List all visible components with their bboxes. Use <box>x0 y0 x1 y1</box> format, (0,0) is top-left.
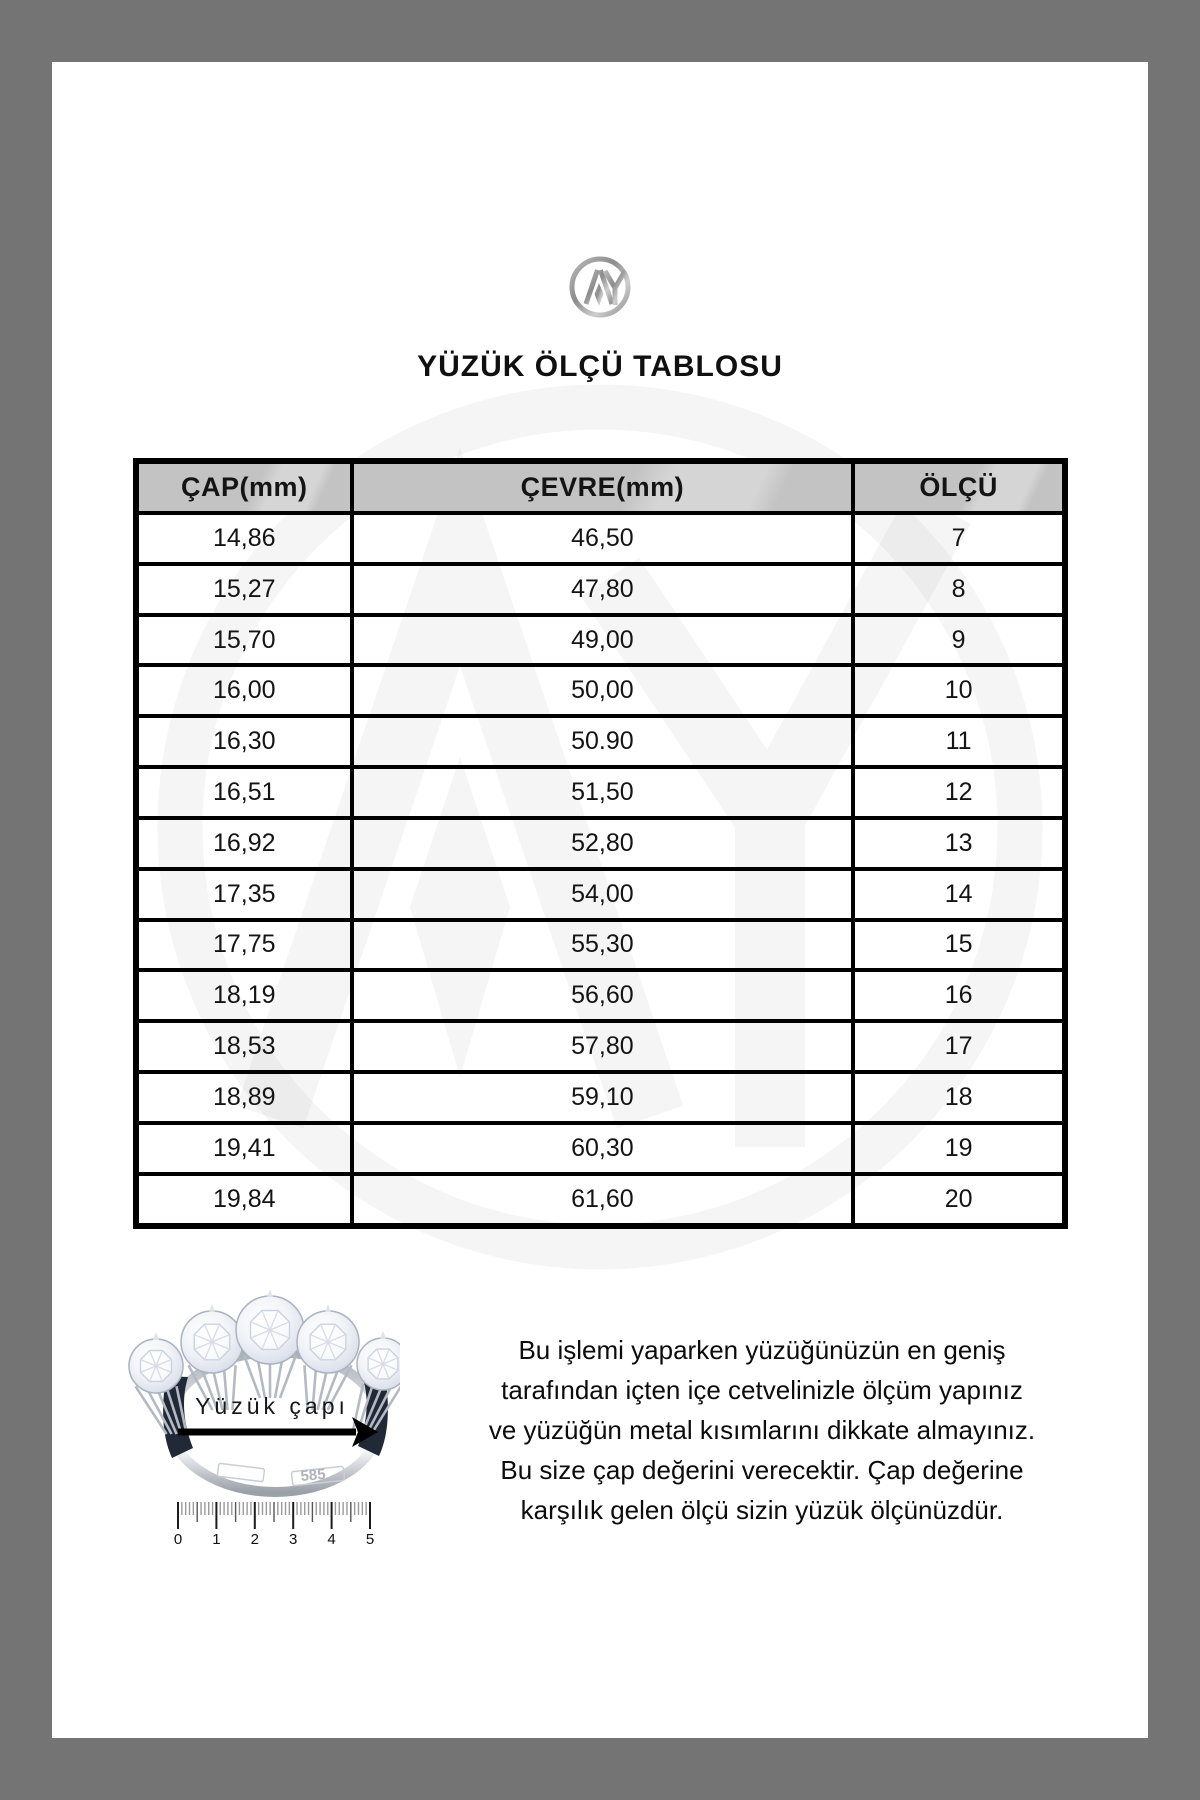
table-body <box>136 513 1065 1226</box>
instruction-line: ve yüzüğün metal kısımlarını dikkate almayınız. <box>488 1415 1036 1445</box>
cevre-value: 49,00 <box>352 615 854 666</box>
cevre-value: 60,30 <box>352 1123 854 1174</box>
diameter-label: Yüzük çapı <box>195 1393 349 1419</box>
cap-value: 17,75 <box>136 920 352 971</box>
olcu-value: 10 <box>853 665 1065 716</box>
page-title: YÜZÜK ÖLÇÜ TABLOSU <box>417 350 783 383</box>
table-row <box>136 767 1065 818</box>
cap-value: 15,27 <box>136 564 352 615</box>
olcu-value: 11 <box>853 716 1065 767</box>
instruction-line: tarafından içten içe cetvelinizle ölçüm yapınız <box>501 1375 1023 1405</box>
cap-value: 18,89 <box>136 1072 352 1123</box>
instruction-line: Bu size çap değerini verecektir. Çap değerine <box>500 1455 1024 1485</box>
cevre-value: 50.90 <box>352 716 854 767</box>
cevre-value: 51,50 <box>352 767 854 818</box>
header-cevre: ÇEVRE(mm) <box>352 461 854 513</box>
ring-measurement-figure <box>100 1280 400 1570</box>
olcu-value: 16 <box>853 970 1065 1021</box>
band-stamp: 585 <box>299 1465 327 1485</box>
olcu-value: 8 <box>853 564 1065 615</box>
table-row <box>136 920 1065 971</box>
table-row <box>136 665 1065 716</box>
olcu-value: 9 <box>853 615 1065 666</box>
ring-size-table <box>133 458 1068 1229</box>
cevre-value: 56,60 <box>352 970 854 1021</box>
page <box>52 62 1148 1738</box>
cap-value: 18,53 <box>136 1021 352 1072</box>
cap-value: 16,00 <box>136 665 352 716</box>
table-row <box>136 1072 1065 1123</box>
cevre-value: 46,50 <box>352 513 854 564</box>
cevre-value: 52,80 <box>352 818 854 869</box>
table-row <box>136 615 1065 666</box>
olcu-value: 14 <box>853 869 1065 920</box>
olcu-value: 18 <box>853 1072 1065 1123</box>
table-row <box>136 869 1065 920</box>
cap-value: 17,35 <box>136 869 352 920</box>
table-row <box>136 513 1065 564</box>
cap-value: 19,41 <box>136 1123 352 1174</box>
header-olcu: ÖLÇÜ <box>853 461 1065 513</box>
cevre-value: 54,00 <box>352 869 854 920</box>
cap-value: 16,92 <box>136 818 352 869</box>
cevre-value: 59,10 <box>352 1072 854 1123</box>
table-row <box>136 1021 1065 1072</box>
table-row <box>136 970 1065 1021</box>
cap-value: 15,70 <box>136 615 352 666</box>
cevre-value: 57,80 <box>352 1021 854 1072</box>
cevre-value: 61,60 <box>352 1174 854 1226</box>
cap-value: 19,84 <box>136 1174 352 1226</box>
instruction-line: karşılık gelen ölçü sizin yüzük ölçünüzdür. <box>520 1495 1004 1525</box>
cevre-value: 55,30 <box>352 920 854 971</box>
olcu-value: 15 <box>853 920 1065 971</box>
svg-text:2: 2 <box>250 1531 259 1548</box>
table-row <box>136 1174 1065 1226</box>
olcu-value: 19 <box>853 1123 1065 1174</box>
svg-text:0: 0 <box>173 1531 183 1548</box>
svg-text:4: 4 <box>327 1531 336 1548</box>
instruction-line: Bu işlemi yaparken yüzüğünüzün en geniş <box>518 1335 1006 1365</box>
measurement-instructions <box>412 1330 1112 1530</box>
cap-value: 16,30 <box>136 716 352 767</box>
cevre-value: 50,00 <box>352 665 854 716</box>
table-row <box>136 1123 1065 1174</box>
brand-logo-icon <box>567 252 633 322</box>
table-row <box>136 564 1065 615</box>
cap-value: 16,51 <box>136 767 352 818</box>
svg-text:1: 1 <box>212 1531 221 1548</box>
cevre-value: 47,80 <box>352 564 854 615</box>
svg-text:5: 5 <box>365 1531 375 1548</box>
table-row <box>136 818 1065 869</box>
svg-text:3: 3 <box>289 1531 298 1548</box>
olcu-value: 20 <box>853 1174 1065 1226</box>
olcu-value: 12 <box>853 767 1065 818</box>
olcu-value: 13 <box>853 818 1065 869</box>
header-cap: ÇAP(mm) <box>136 461 352 513</box>
cap-value: 18,19 <box>136 970 352 1021</box>
cap-value: 14,86 <box>136 513 352 564</box>
ruler <box>174 1502 374 1548</box>
table-header <box>136 461 1065 513</box>
olcu-value: 7 <box>853 513 1065 564</box>
table-row <box>136 716 1065 767</box>
olcu-value: 17 <box>853 1021 1065 1072</box>
